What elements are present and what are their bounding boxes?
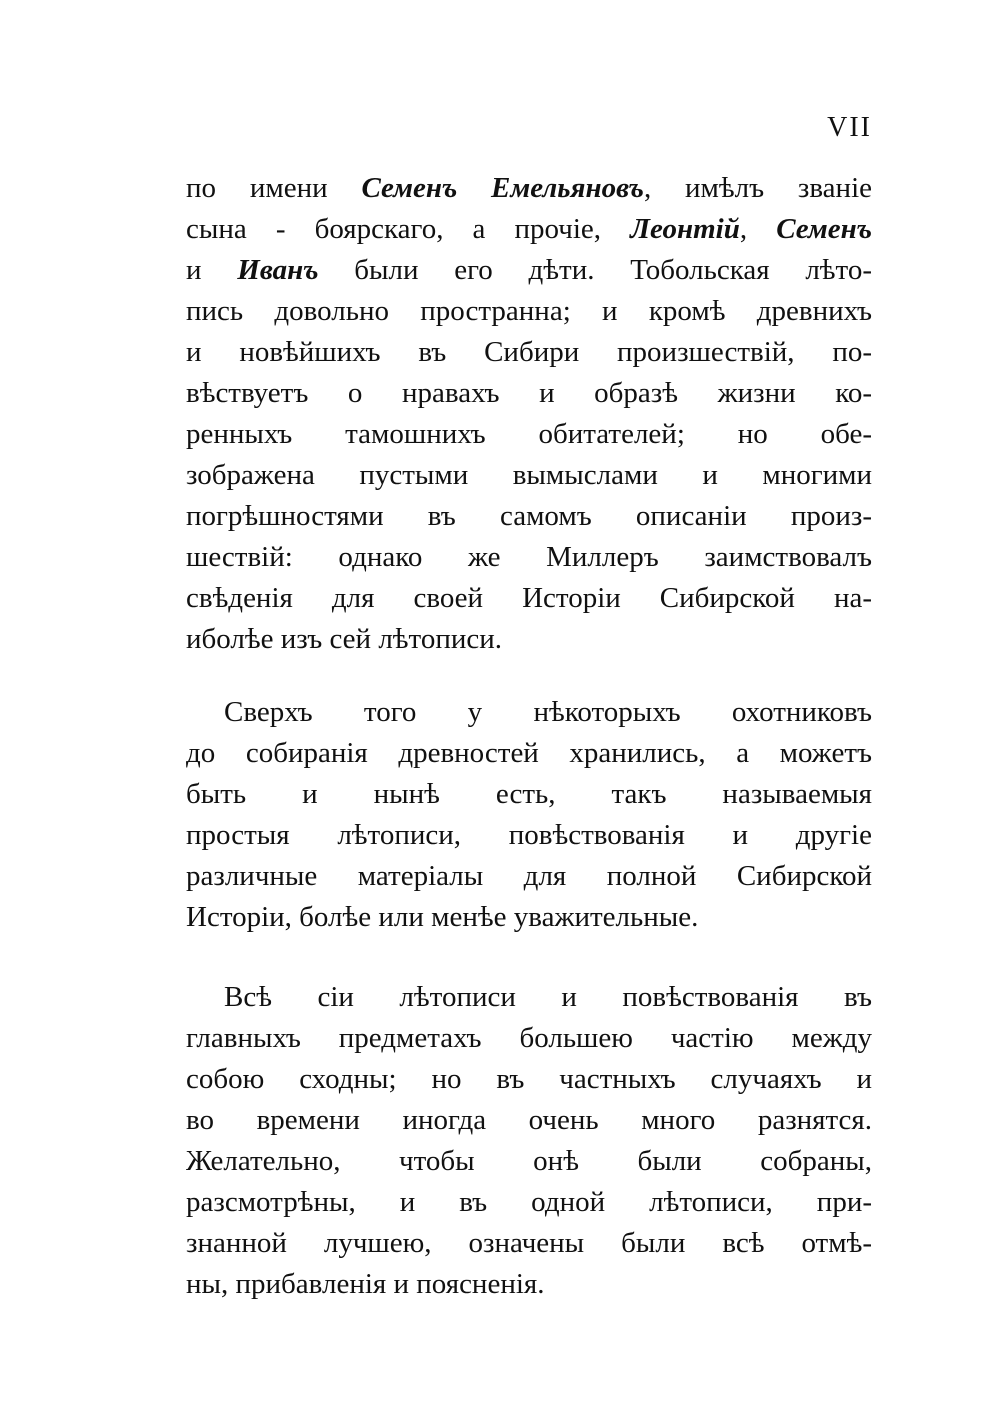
- text-line: [186, 332, 872, 373]
- text-segment: знанной лучшею, означены были всѣ отмѣ-: [186, 1227, 872, 1259]
- italic-name: Леонтій: [630, 213, 740, 245]
- text-line: [186, 578, 872, 619]
- text-segment: , имѣлъ званіе: [643, 172, 872, 204]
- italic-name: Иванъ: [237, 254, 319, 286]
- text-line: [186, 1100, 872, 1141]
- text-segment: главныхъ предметахъ большею частію между: [186, 1022, 872, 1054]
- text-segment: шествій: однако же Миллеръ заимствовалъ: [186, 541, 872, 573]
- italic-name: Семенъ Емельяновъ: [361, 172, 644, 204]
- text-line: [186, 1018, 872, 1059]
- text-segment: различные матеріалы для полной Сибирской: [186, 860, 872, 892]
- text-segment: ны, прибавленія и поясненія.: [186, 1268, 545, 1300]
- text-line: [186, 291, 872, 332]
- text-line: [186, 1141, 872, 1182]
- text-line: [186, 537, 872, 578]
- text-segment: вѣствуетъ о нравахъ и образѣ жизни ко-: [186, 377, 872, 409]
- text-segment: сына - боярскаго, а прочіе,: [186, 213, 631, 245]
- text-segment: погрѣшностями въ самомъ описаніи произ-: [186, 500, 872, 532]
- page-number: VII: [827, 112, 872, 143]
- text-line: [186, 250, 872, 291]
- text-line: [186, 1264, 872, 1305]
- text-segment: до собиранія древностей хранились, а можетъ: [186, 737, 872, 769]
- text-segment: были его дѣти. Тобольская лѣто-: [318, 254, 872, 286]
- text-line: [186, 733, 872, 774]
- text-line: [186, 1182, 872, 1223]
- text-line: [186, 455, 872, 496]
- text-segment: Сверхъ того у нѣкоторыхъ охотниковъ: [224, 696, 872, 728]
- paragraph-3: [186, 977, 872, 1305]
- text-line: [186, 619, 872, 660]
- text-segment: Исторіи, болѣе или менѣе уважительные.: [186, 901, 699, 933]
- text-segment: Желательно, чтобы онѣ были собраны,: [186, 1145, 872, 1177]
- text-segment: простыя лѣтописи, повѣствованія и другіе: [186, 819, 872, 851]
- text-segment: пись довольно пространна; и кромѣ древнихъ: [186, 295, 872, 327]
- text-line: [186, 1059, 872, 1100]
- text-segment: Всѣ сіи лѣтописи и повѣствованія въ: [224, 981, 872, 1013]
- text-line: [186, 209, 872, 250]
- text-segment: ,: [739, 213, 777, 245]
- text-line: [186, 1223, 872, 1264]
- text-segment: и: [186, 254, 238, 286]
- text-segment: по имени: [186, 172, 362, 204]
- text-segment: ренныхъ тамошнихъ обитателей; но обе-: [186, 418, 872, 450]
- text-line: [186, 168, 872, 209]
- italic-name: Семенъ: [776, 213, 872, 245]
- text-segment: во времени иногда очень много разнятся.: [186, 1104, 872, 1136]
- text-line: [186, 496, 872, 537]
- text-segment: зображена пустыми вымыслами и многими: [186, 459, 872, 491]
- paragraph-2: [186, 692, 872, 938]
- text-segment: собою сходны; но въ частныхъ случаяхъ и: [186, 1063, 872, 1095]
- text-segment: иболѣе изъ сей лѣтописи.: [186, 623, 503, 655]
- text-line: [186, 815, 872, 856]
- text-segment: быть и нынѣ есть, такъ называемыя: [186, 778, 872, 810]
- text-segment: свѣденія для своей Исторіи Сибирской на-: [186, 582, 872, 614]
- paragraph-1: [186, 168, 872, 660]
- text-line: [186, 897, 872, 938]
- text-line: [186, 373, 872, 414]
- text-segment: разсмотрѣны, и въ одной лѣтописи, при-: [186, 1186, 872, 1218]
- text-line: [186, 692, 872, 733]
- text-line: [186, 774, 872, 815]
- text-line: [186, 977, 872, 1018]
- text-line: [186, 414, 872, 455]
- text-segment: и новѣйшихъ въ Сибири произшествій, по-: [186, 336, 872, 368]
- text-line: [186, 856, 872, 897]
